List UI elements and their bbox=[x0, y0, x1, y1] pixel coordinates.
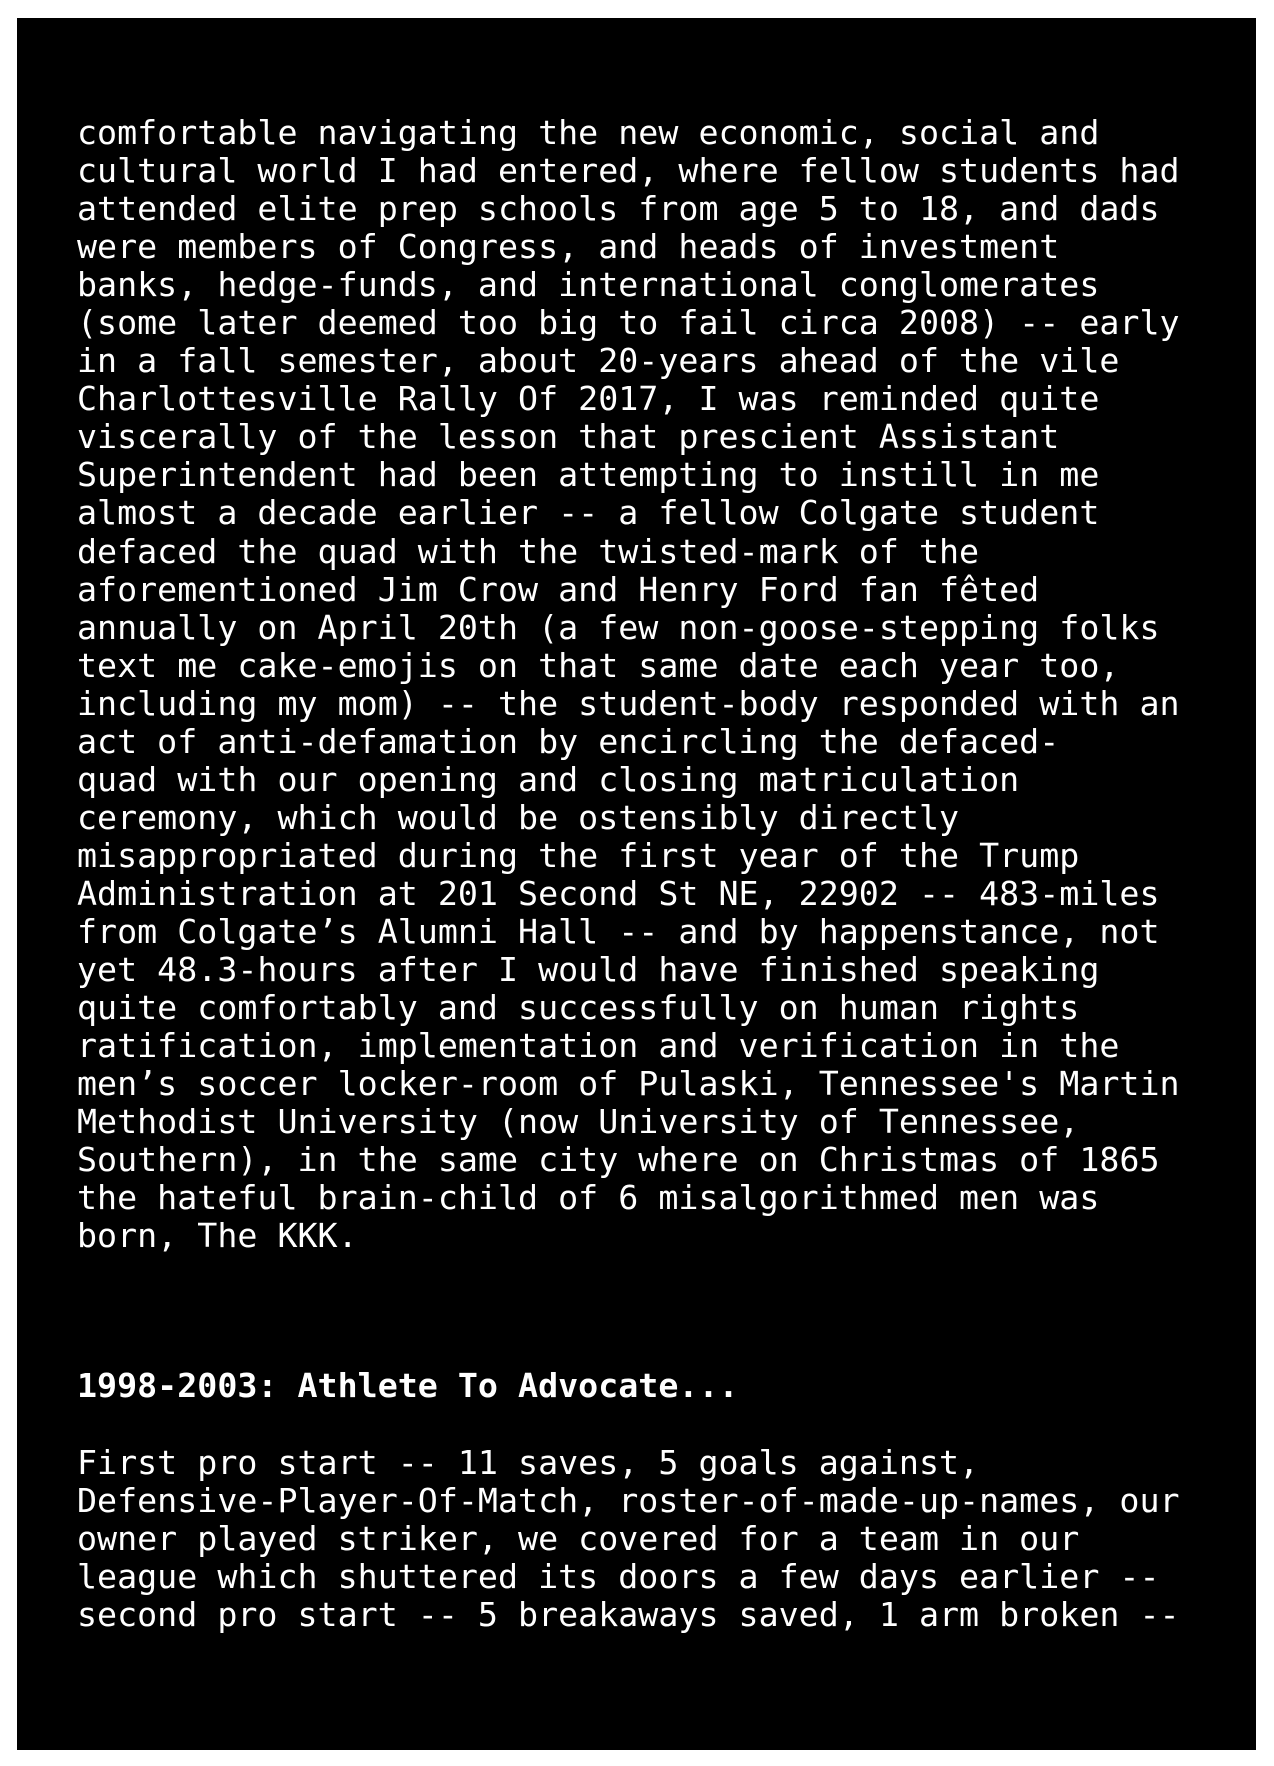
paragraph-line: Defensive-Player-Of-Match, roster-of-made-up-names, our bbox=[77, 1481, 1180, 1521]
paragraph-line: (some later deemed too big to fail circa 2008) -- early bbox=[77, 303, 1180, 343]
paragraph-line: ceremony, which would be ostensibly directly bbox=[77, 797, 960, 837]
paragraph-line: Superintendent had been attempting to instill in me bbox=[77, 455, 1100, 495]
paragraph-line: including my mom) -- the student-body responded with an bbox=[77, 683, 1180, 723]
paragraph-line: misappropriated during the first year of the Trump bbox=[77, 835, 1080, 875]
paragraph-line: born, The KKK. bbox=[77, 1216, 358, 1256]
paragraph-line: second pro start -- 5 breakaways saved, 1 arm broken -- bbox=[77, 1595, 1180, 1635]
paragraph-line: Charlottesville Rally Of 2017, I was reminded quite bbox=[77, 379, 1100, 419]
document-page bbox=[17, 18, 1256, 1750]
paragraph-line: attended elite prep schools from age 5 to 18, and dads bbox=[77, 189, 1160, 229]
paragraph-line: First pro start -- 11 saves, 5 goals against, bbox=[77, 1443, 980, 1482]
paragraph-line: viscerally of the lesson that prescient Assistant bbox=[77, 417, 1060, 457]
paragraph-line: defaced the quad with the twisted-mark of the bbox=[77, 531, 980, 571]
paragraph-line: annually on April 20th (a few non-goose-stepping folks bbox=[77, 607, 1160, 647]
paragraph-line: league which shuttered its doors a few days earlier -- bbox=[77, 1557, 1160, 1597]
paragraph-line: Methodist University (now University of Tennessee, bbox=[77, 1102, 1080, 1142]
paragraph-line: the hateful brain-child of 6 misalgorithmed men was bbox=[77, 1178, 1100, 1218]
paragraph-line: Administration at 201 Second St NE, 22902 -- 483-miles bbox=[77, 873, 1160, 913]
paragraph-line: quite comfortably and successfully on human rights bbox=[77, 988, 1080, 1028]
paragraph-line: Southern), in the same city where on Christmas of 1865 bbox=[77, 1140, 1160, 1180]
paragraph-1 bbox=[77, 114, 1180, 1255]
paragraph-line: owner played striker, we covered for a team in our bbox=[77, 1519, 1080, 1559]
paragraph-line: men’s soccer locker-room of Pulaski, Tennessee's Martin bbox=[77, 1064, 1180, 1104]
paragraph-line: quad with our opening and closing matriculation bbox=[77, 759, 1020, 799]
paragraph-line: comfortable navigating the new economic, social and bbox=[77, 113, 1100, 152]
paragraph-line: text me cake-emojis on that same date each year too, bbox=[77, 645, 1120, 685]
section-heading: 1998-2003: Athlete To Advocate... bbox=[77, 1366, 739, 1405]
paragraph-line: act of anti-defamation by encircling the defaced- bbox=[77, 721, 1060, 761]
paragraph-line: were members of Congress, and heads of investment bbox=[77, 227, 1060, 267]
paragraph-line: banks, hedge-funds, and international conglomerates bbox=[77, 265, 1100, 305]
paragraph-line: yet 48.3-hours after I would have finished speaking bbox=[77, 950, 1100, 990]
paragraph-line: aforementioned Jim Crow and Henry Ford fan fêted bbox=[77, 569, 1040, 609]
paragraph-line: ratification, implementation and verification in the bbox=[77, 1026, 1120, 1066]
paragraph-line: cultural world I had entered, where fellow students had bbox=[77, 151, 1180, 191]
paragraph-line: in a fall semester, about 20-years ahead of the vile bbox=[77, 341, 1120, 381]
paragraph-2 bbox=[77, 1444, 1180, 1634]
paragraph-line: from Colgate’s Alumni Hall -- and by happenstance, not bbox=[77, 911, 1160, 951]
paragraph-line: almost a decade earlier -- a fellow Colgate student bbox=[77, 493, 1100, 533]
